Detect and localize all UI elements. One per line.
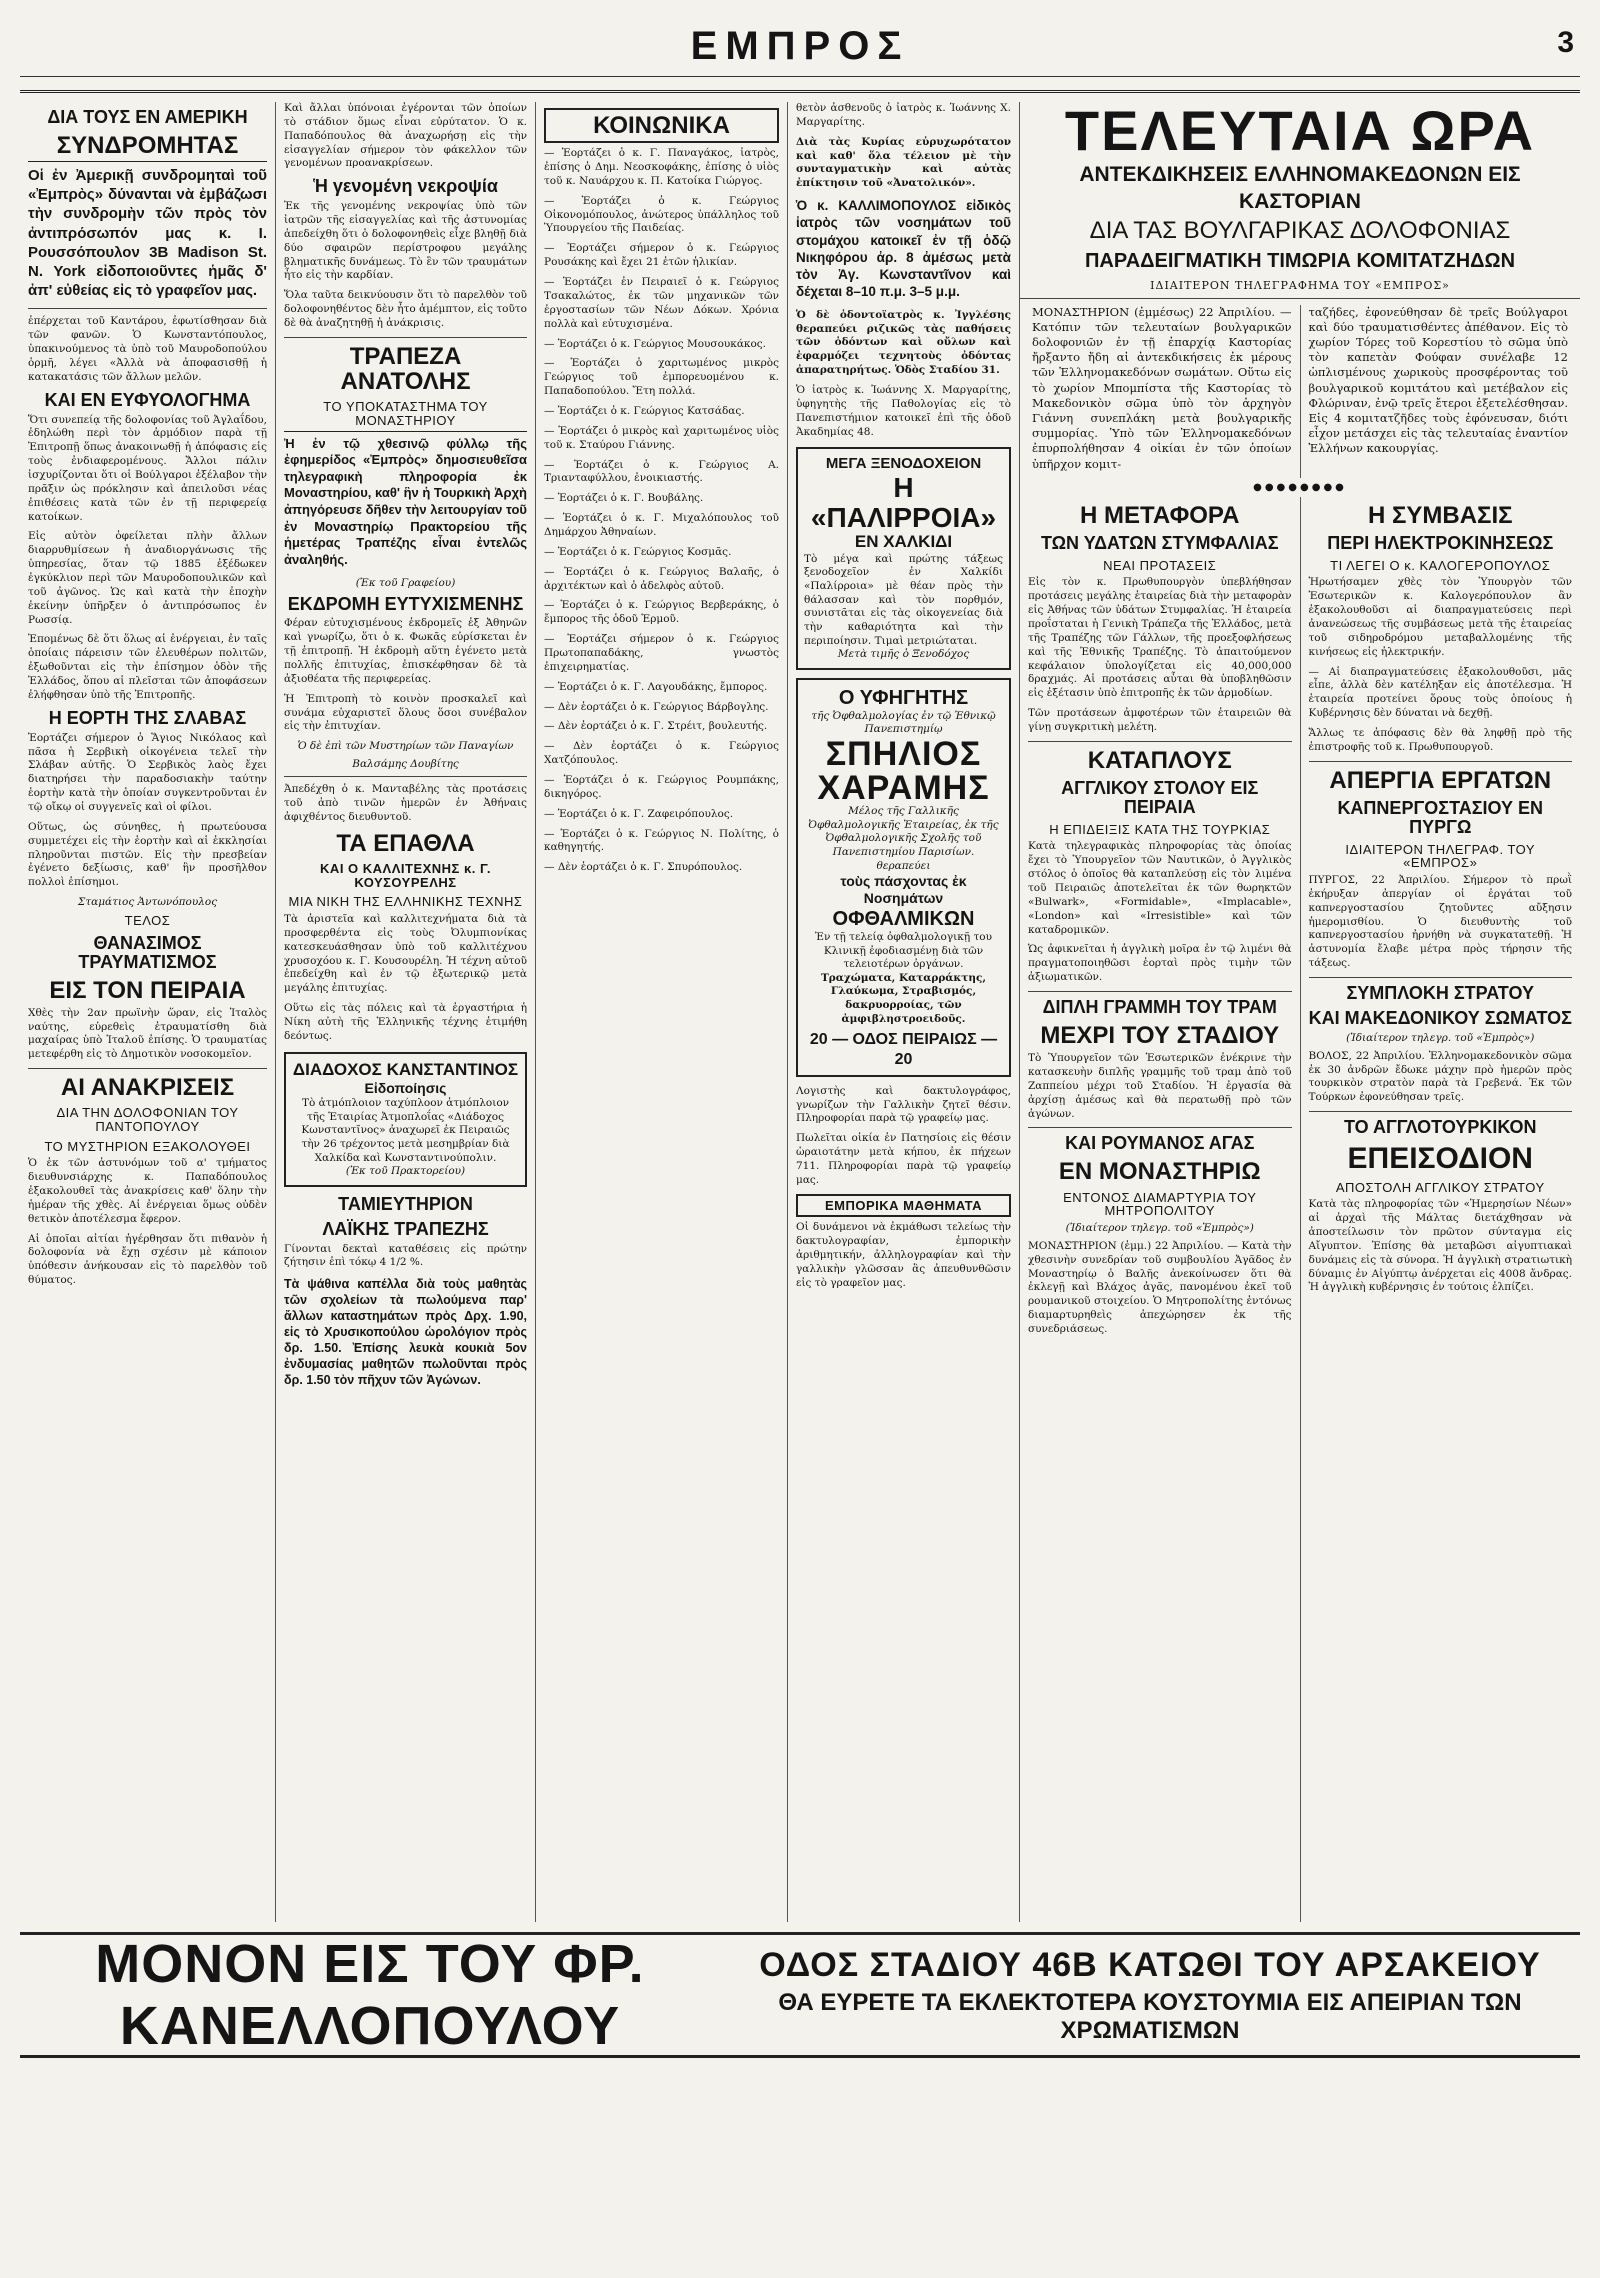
social-item: — Ἑορτάζει ὁ κ. Γ. Βουβάλης. [544, 492, 704, 505]
article-text: ταζήδες, ἐφονεύθησαν δὲ τρεῖς Βούλγαροι καὶ δύο τραυματισθέντες ἀπέθανον. Εἰς τὸ χωρίον Τόρες τοῦ Κορεστίου τὸ σῶμα ὑπὸ τὸν καπετὰν Φούφαν συνέλαβε 12 ὡπλισμένους χωρικοὺς προσφέροντας τοῦ βουλγαρικοῦ κομιτάτου καὶ μετέβαλον εἰς Φλώριναν, ἐνῷ τρεῖς ἔτεροι ἐξετελέσθησαν. Εἰς 4 κομιτατζῆδες τοὺς ἐφόνευσαν, διότι εἶχον μετάσχει εἰς τὰς τελευταίας ἐναντίον Ἑλλήνων κακουργίας. [1308, 304, 1568, 456]
breaking-news-banner [1020, 102, 1580, 292]
bank-subheadline: ΛΑΪΚΗΣ ΤΡΑΠΕΖΗΣ [322, 1218, 489, 1239]
column-1 [20, 102, 276, 1922]
footer-ad-store-name: ΜΟΝΟΝ ΕΙΣ ΤΟΥ ΦΡ. ΚΑΝΕΛΛΟΠΟΥΛΟΥ [95, 1934, 645, 2056]
column-4 [788, 102, 1020, 1922]
article-text: Ἑορτάζει σήμερον ὁ Ἅγιος Νικόλαος καὶ πᾶσα ἡ Σερβικὴ οἰκογένεια τελεῖ τὴν Σλάβαν αὐτῆς. Ὁ Σερβικὸς λαὸς ἔχει διατηρήσει τὴν παραδοσιακὴν ταύτην ἑορτὴν κατὰ τὴν ὁποίαν συγκεντροῦνται ἐν τῷ οἴκῳ οἱ συγγενεῖς καὶ οἱ φίλοι. [28, 731, 267, 813]
article-text: Οὕτως, ὡς σύνηθες, ἡ πρωτεύουσα συμμετέχει εἰς τὴν ἑορτὴν καὶ αἱ ἐκκλησίαι πληροῦνται πιστῶν. Εἰς τὴν πρεσβείαν ἐγένετο δεξίωσις, καθ' ἣν προσῆλθον πολλοὶ ἐπίσημοι. [28, 820, 267, 889]
article-text: ἐπέρχεται τοῦ Καντάρου, ἐφωτίσθησαν διὰ τῶν φανῶν. Ὁ Κωνσταντόπουλος, ὑπακινούμενος τὰ ὑπὸ τοῦ Μαυροδοπούλου ὁρμῆ, λέγει «Ἀλλὰ νὰ ἀποφασισθῇ ἡ κατακατάσις τῶν ἄλλων μελῶν. [28, 315, 267, 383]
social-item: — Ἑορτάζει ἐν Πειραιεῖ ὁ κ. Γεώργιος Τσακαλώτος, ἐκ τῶν μηχανικῶν τῶν ἐργοστασίων τῶν Νέων Δόκων. Χρόνια πολλὰ καὶ εὐτυχισμένα. [544, 276, 779, 330]
article-headline: ΚΑΤΑΠΛΟΥΣ [1087, 746, 1232, 774]
ophthalmologist-ad [796, 678, 1011, 1077]
doctor-notice: Ὁ κ. ΚΑΛΛΙΜΟΠΟΥΛΟΣ εἰδικὸς ἰατρὸς τῶν νοσημάτων τοῦ στομάχου κατοικεῖ ἐν τῇ ὁδῷ Νικηφόρου ἀρ. 8 ἀμέσως μετὰ τὸν Ἁγ. Κωνσταντῖνον καὶ δέχεται 8–10 π.μ. 3–5 μ.μ. [796, 198, 1011, 300]
article-subheadline: ΕΝ ΜΟΝΑΣΤΗΡΙΩ [1058, 1158, 1261, 1186]
article-text: Κατὰ τὰς πληροφορίας τῶν «Ἡμερησίων Νέων» αἱ ἀρχαὶ τῆς Μάλτας διετάχθησαν νὰ ἀποστείλωσιν τὸν πρῶτον σύνταγμα εἰς Αἴγυπτον. Ἐπίσης θὰ μεταβῶσι αἰγυπτιακαὶ δυνάμεις εἰς τὰ σύνορα. Ἡ ἀγγλικὴ στρατιωτικὴ δύναμις ἐν Αἰγύπτῳ ἀνέρχεται εἰς 4008 ἄνδρας. Ἡ ἀγγλικὴ κυβέρνησις ἐν τούτοις ἐλπίζει. [1308, 1198, 1572, 1294]
ad-text: θεραπεύει [876, 859, 931, 872]
ad-subtitle: τῆς Ὀφθαλμολογίας ἐν τῷ Ἐθνικῷ Πανεπιστημίῳ [811, 709, 996, 736]
telegram-note: ΙΔΙΑΙΤΕΡΟΝ ΤΗΛΕΓΡΑΦΗΜΑ ΤΟΥ «ΕΜΠΡΟΣ» [1150, 278, 1450, 292]
article-headline: ΘΑΝΑΣΙΜΟΣ ΤΡΑΥΜΑΤΙΣΜΟΣ [78, 932, 217, 972]
divider [1309, 977, 1573, 978]
divider [28, 308, 267, 309]
article-subheadline: Ἡ γενομένη νεκροψία [313, 176, 498, 197]
bank-notice: Ἠ ἐν τῷ χθεσινῷ φύλλῳ τῆς ἐφημερίδος «Ἐμπρὸς» δημοσιευθεῖσα τηλεγραφικὴ πληροφορία ἐκ Μοναστηρίου, καθ' ἣν ἡ Τουρκικὴ Ἀρχὴ ἀπηγόρευσε δῆθεν τὴν λειτουργίαν τοῦ ἐν Μοναστηρίῳ Πρακτορείου τῆς ἡμετέρας Τραπέζης εἶναι ἐντελῶς ἀναληθής. [284, 435, 527, 567]
article-headline: ΤΡΑΠΕΖΑ ΑΝΑΤΟΛΗΣ [340, 342, 471, 396]
subcolumn-right [1301, 497, 1581, 1922]
divider [1028, 1127, 1292, 1128]
article-text: ΜΟΝΑΣΤΗΡΙΟΝ (ἐμμέσως) 22 Ἀπριλίου. — Κατόπιν τῶν τελευταίων βουλγαρικῶν δολοφονιῶν ἐν τῇ ἐπαρχίᾳ Καστορίας ἤρξαντο ἤδη αἱ ἀντεκδικήσεις ἐκ μέρους τῶν Ἑλληνομακεδόνων σωμάτων. Οὕτω εἰς τὸ χωρίον Μπομπίστα τῆς Καστορίας τὸ Μακεδονικὸν σῶμα ὑπὸ τὸν ἀρχηγὸν Γιάννη συνεπλάκη μετὰ βουλγαρικῆς συμμορίας. Ὑπὸ τῶν Ἑλληνομακεδόνων ἐπυρπολήθησαν 4 οἰκίαι ἐν τῶν ὁποίων ὑπῆρχον κομιτ- [1032, 304, 1292, 471]
article-subheadline: ΑΓΓΛΙΚΟΥ ΣΤΟΛΟΥ ΕΙΣ ΠΕΙΡΑΙΑ [1061, 778, 1259, 817]
subscribers-kicker: ΔΙΑ ΤΟΥΣ ΕΝ ΑΜΕΡΙΚΗ [47, 107, 248, 127]
ad-subtitle: ΕΝ ΧΑΛΚΙΔΙ [854, 532, 953, 552]
social-item: — Ἑορτάζει ὁ κ. Γεώργιος Α. Τριανταφύλλου, ἐνοικιαστής. [544, 458, 779, 485]
notice-source: (Ἐκ τοῦ Γραφείου) [355, 576, 456, 589]
ad-subtitle: Εἰδοποίησις [364, 1080, 447, 1097]
divider [28, 1068, 267, 1069]
social-item: — Δὲν ἑορτάζει ὁ κ. Γεώργιος Βάρβογλης. [544, 700, 769, 713]
social-item: — Ἑορτάζει ὁ κ. Γ. Παναγάκος, ἰατρὸς, ἐπίσης ὁ Δημ. Νεοσκοφάκης, ἐπίσης ὁ υἱὸς τοῦ κ. Ναυάρχου κ. Π. Κατοίκα Γιώργος. [544, 147, 779, 187]
footer-advertisement [20, 1932, 1580, 2058]
social-items [544, 147, 779, 875]
ad-address: 20 — ΟΔΟΣ ΠΕΙΡΑΙΩΣ — 20 [809, 1031, 998, 1068]
social-item: — Ἑορτάζει ὁ χαριτωμένος μικρὸς Γεώργιος τοῦ ἐμπορευομένου κ. Παπαδοπούλου. Ἔτη πολλά. [544, 357, 779, 398]
ornament-divider: ●●●●●●●● [1253, 481, 1347, 493]
masthead-rule [20, 76, 1580, 77]
hats-ad: Τὰ ψάθινα καπέλλα διὰ τοὺς μαθητὰς τῶν σχολείων τὰ πωλούμενα παρ' ἄλλων καταστημάτων πρὸς Δρχ. 1.90, εἰς τὸ Χρυσικοπούλου ὡρολόγιον πρὸς δρ. 1.50. Ἐπίσης λευκὰ κουκιὰ 5ον ἐνδυμασίας μαθητῶν πωλοῦνται πρὸς δρ. 1.50 τὸν πῆχυν τῶν Ἀγώνων. [284, 1277, 527, 1388]
social-item: — Ἑορτάζει ὁ μικρὸς καὶ χαριτωμένος υἱὸς τοῦ κ. Σταύρου Γιάννης. [544, 424, 779, 451]
ad-title: ΔΙΑΔΟΧΟΣ ΚΑΝΣΤΑΝΤΙΝΟΣ [292, 1059, 519, 1079]
classified-text: Λογιστὴς καὶ δακτυλογράφος, γνωρίζων τὴν Γαλλικὴν ζητεῖ θέσιν. Πληροφορίαι παρὰ τῷ γραφείῳ μας. [796, 1084, 1011, 1125]
dentist-notice: Ὁ δὲ ὀδοντοϊατρὸς κ. Ἰγγλέσης θεραπεύει ριζικῶς τὰς παθήσεις τῶν ὀδόντων καὶ οὔλων καὶ ἐφαρμόζει τεχνητοὺς ὀδόντας ἀπαρατηρήτως. Ὁδὸς Σταδίου 31. [796, 308, 1011, 377]
article-subheadline: ΤΩΝ ΥΔΑΤΩΝ ΣΤΥΜΦΑΛΙΑΣ [1040, 532, 1279, 553]
social-item: — Ἑορτάζει σήμερον ὁ κ. Γεώργιος Πρωτοπαπαδάκης, γνωστὸς ἐπιχειρηματίας. [544, 633, 779, 673]
article-headline: ΑΙ ΑΝΑΚΡΙΣΕΙΣ [60, 1074, 235, 1102]
article-text: Ὅτι συνεπείᾳ τῆς δολοφονίας τοῦ Ἀγλαΐδου, ἐδηλώθη περὶ τὸν ἀρμόδιον παρὰ τῇ Ἐπιτροπῇ ὅπως ἀνακοινωθῇ ἡ ἀπόφασις εἰς τοὺς ἐνδιαφερομένους. Ἄλλοι πάλιν ἰσχυρίζονται ὅτι οἱ Βούλγαροι ἐξέλαβον τὴν πρᾶξιν ὡς πρόκλησιν καὶ ἀπειλοῦσι νέας ἐπιθέσεις κατὰ τῶν ἐν τῇ περιφερείᾳ κατοίκων. [28, 413, 267, 523]
ad-title: Ο ΥΦΗΓΗΤΗΣ [838, 686, 969, 709]
social-item: — Δὲν ἑορτάζει ὁ κ. Γ. Σπυρόπουλος. [544, 861, 743, 874]
breaking-article [1020, 305, 1580, 478]
social-item: — Δὲν ἑορτάζει ὁ κ. Γ. Στρέιτ, βουλευτής. [544, 720, 768, 733]
article-text: ΠΥΡΓΟΣ, 22 Ἀπριλίου. Σήμερον τὸ πρωῒ ἐκήρυξαν ἀπεργίαν οἱ ἐργάται τοῦ καπνεργοστασίου ζητοῦντες αὔξησιν ἡμερομισθίου. Ὁ διευθυντὴς τοῦ καπνεργοστασίου ἠρνήθη νὰ συγκατατεθῇ. Ἡ ἀστυνομία ἔλαβε μέτρα πρὸς τήρησιν τῆς τάξεως. [1308, 873, 1572, 970]
article-subheadline: ΕΝΤΟΝΟΣ ΔΙΑΜΑΡΤΥΡΙΑ ΤΟΥ ΜΗΤΡΟΠΟΛΙΤΟΥ [1063, 1189, 1257, 1219]
article-byline: Σταμάτιος Ἀντωνόπουλος [77, 896, 218, 909]
telegram-note: (Ἰδιαίτερον τηλεγρ. τοῦ «Ἐμπρὸς») [1065, 1221, 1254, 1234]
ad-text: τοὺς πάσχοντας ἐκ Νοσημάτων [840, 873, 967, 907]
lessons-headline: ΕΜΠΟΡΙΚΑ ΜΑΘΗΜΑΤΑ [796, 1194, 1011, 1218]
social-item: — Ἑορτάζει ὁ κ. Γ. Λαγουδάκης, ἔμπορος. [544, 680, 768, 693]
article-text: Γίνονται δεκταὶ καταθέσεις εἰς πρώτην ζήτησιν ἐπὶ τόκῳ 4 1/2 %. [284, 1242, 527, 1269]
divider [1309, 761, 1573, 762]
article-subheadline: Η ΕΠΙΔΕΙΞΙΣ ΚΑΤΑ ΤΗΣ ΤΟΥΡΚΙΑΣ [1049, 821, 1271, 837]
article-text: Τὰ ἀριστεῖα καὶ καλλιτεχνήματα διὰ τὰ προσφερθέντα εἰς τοὺς Ὀλυμπιονίκας κατεσκευάσθησαν ὑπὸ τοῦ καλλιτέχνου χρυσοχόου κ. Γ. Κουσουρέλη. Ἡ τέχνη αὐτοῦ ἐπεδείχθη καὶ ἐν τῷ ἐξωτερικῷ μετὰ μεγάλης ἐπιτυχίας. [284, 913, 527, 995]
article-text: Ἄλλως τε ἀπόφασις δὲν θὰ ληφθῇ πρὸ τῆς ἐπιστροφῆς τοῦ κ. Πρωθυπουργοῦ. [1308, 726, 1572, 753]
breaking-subheadline: ΔΙΑ ΤΑΣ ΒΟΥΛΓΑΡΙΚΑΣ ΔΟΛΟΦΟΝΙΑΣ [1089, 217, 1511, 245]
ladies-notice: Διὰ τὰς Κυρίας εὐρυχωρότατον καὶ καθ' ὅλα τέλειον μὲ τὴν συνταγματικὴν καὶ αὐτὰς ἐπίκτησιν τοῦ «Ἀνατολικόν». [796, 135, 1011, 190]
ad-text: Ἐν τῇ τελείᾳ ὀφθαλμολογικῇ του Κλινικῇ ἐφοδιασμένῃ διὰ τῶν τελειοτέρων ὀργάνων. [815, 930, 992, 971]
ad-text: Μέλος τῆς Γαλλικῆς Ὀφθαλμολογικῆς Ἑταιρείας, ἐκ τῆς Ὀφθαλμολογικῆς Σχολῆς τοῦ Πανεπιστημίου Παρισίων. [808, 805, 999, 858]
article-subheadline: ΜΕΧΡΙ ΤΟΥ ΣΤΑΔΙΟΥ [1040, 1021, 1280, 1049]
divider [1028, 991, 1292, 992]
article-text: Χθὲς τὴν 2αν πρωϊνὴν ὥραν, εἰς Ἰταλὸς ναύτης, εὑρεθεὶς ἐτραυματίσθη διὰ μαχαίρας ὑπὸ Ἰταλοῦ ἐπίσης. Ὁ τραυματίας μετεφέρθη εἰς τὸ Δημοτικὸν νοσοκομεῖον. [28, 1006, 267, 1061]
social-item: — Δὲν ἑορτάζει ὁ κ. Γεώργιος Χατζόπουλος. [544, 740, 779, 767]
steamship-ad [284, 1052, 527, 1187]
article-headline: Η ΣΥΜΒΑΣΙΣ [1367, 501, 1513, 529]
classified-text: Οἱ δυνάμενοι νὰ ἐκμάθωσι τελείως τὴν δακτυλογραφίαν, ἐμπορικὴν ἀριθμητικήν, ἀλληλογραφίαν καὶ τὴν γαλλικὴν γλῶσσαν ἂς ἀπευθυνθῶσιν εἰς τὸ γραφεῖον μας. [796, 1221, 1011, 1289]
newspaper-title: ΕΜΠΡΟΣ [690, 24, 910, 68]
article-text: Καὶ ἄλλαι ὑπόνοιαι ἐγέρονται τῶν ὁποίων τὸ στάδιον ὅμως εἶναι εὐρύτατον. Ὁ κ. Παπαδόπουλος θὰ ἀναχωρήσῃ εἰς τὴν εἰσαγγελίαν σήμερον τὸν φάκελλον τῶν γενομένων προανακρίσεων. [284, 102, 527, 170]
article-subheadline: ΙΔΙΑΙΤΕΡΟΝ ΤΗΛΕΓΡΑΦ. ΤΟΥ «ΕΜΠΡΟΣ» [1345, 841, 1536, 871]
social-item: — Ἑορτάζει ὁ κ. Γεώργιος Ρουμπάκης, δικηγόρος. [544, 773, 779, 800]
hotel-ad [796, 447, 1011, 669]
article-headline: ΔΙΠΛΗ ΓΡΑΜΜΗ ΤΟΥ ΤΡΑΜ [1042, 997, 1277, 1018]
ad-signature: Μετὰ τιμῆς ὁ Ξενοδόχος [837, 648, 970, 661]
article-text: — Αἱ διαπραγματεύσεις ἐξακολουθοῦσι, μᾶς εἶπε, ἀλλὰ δὲν κατέληξαν εἰς ἀποτέλεσμα. Ἡ ἑταιρεία προτείνει ὅρους τοὺς ὁποίους ἡ Κυβέρνησις δὲν δύναται νὰ δεχθῇ. [1308, 665, 1572, 720]
article-subheadline: ΤΙ ΛΕΓΕΙ Ο κ. ΚΑΛΟΓΕΡΟΠΟΥΛΟΣ [1330, 557, 1551, 573]
subcolumn-left [1020, 497, 1301, 1922]
breaking-news-title: ΤΕΛΕΥΤΑΙΑ ΩΡΑ [1064, 102, 1536, 162]
article-text: Ἡ Ἐπιτροπὴ τὸ κοινὸν προσκαλεῖ καὶ συνάμα εὐχαριστεῖ ὅλους ὅσοι συνέβαλον εἰς τὴν ἐπιτυχίαν. [284, 692, 527, 733]
column-2 [276, 102, 536, 1922]
signature-line: Ὁ δὲ ἐπὶ τῶν Μυστηρίων τῶν Παναγίων [297, 740, 514, 753]
article-text: Φέραν εὐτυχισμένους ἐκδρομεῖς ἐξ Ἀθηνῶν καὶ γνωρίζω, ὅτι ὁ κ. Φωκᾶς εὐρίσκεται ἐν τῇ ἐπιτροπῇ. Ἡ ἐκδρομὴ αὕτη ἐγένετο μετὰ πολλῆς ἐπιτυχίας, ἐπισκέφθησαν δὲ τὰ ἀξιοθέατα τῆς περιφερείας. [284, 617, 527, 685]
article-subheadline: ΚΑΠΝΕΡΓΟΣΤΑΣΙΟΥ ΕΝ ΠΥΡΓΩ [1337, 797, 1544, 837]
article-headline: Η ΜΕΤΑΦΟΡΑ [1080, 501, 1240, 529]
classified-text: Πωλεῖται οἰκία ἐν Πατησίοις εἰς θέσιν ὡραιοτάτην μετὰ κήπου, ἐκ πήχεων 711. Πληροφορίαι παρὰ τῷ γραφείῳ μας. [796, 1132, 1011, 1186]
article-text: Ὁ ἰατρὸς κ. Ἰωάννης Χ. Μαργαρίτης, ὑφηγητὴς τῆς Παθολογίας εἰς τὸ Πανεπιστήμιον κατοικεῖ ἐπὶ τῆς ὁδοῦ Ἀκαδημίας 48. [796, 384, 1011, 438]
bank-headline: ΤΑΜΙΕΥΤΗΡΙΟΝ [338, 1193, 473, 1214]
article-end: ΤΕΛΟΣ [124, 913, 171, 929]
article-text: θετὸν ἀσθενοῦς ὁ ἰατρὸς κ. Ἰωάννης Χ. Μαργαρίτης. [796, 102, 1011, 128]
article-text: Ὅλα ταῦτα δεικνύουσιν ὅτι τὸ παρελθὸν τοῦ δολοφονηθέντος δὲν ἦτο ἀμέμπτον, εἰς τοῦτο δὲ θὰ ἀναζητηθῇ ἡ ἀνάκρισις. [284, 289, 527, 330]
article-subheadline: ΤΟ ΜΥΣΤΗΡΙΟΝ ΕΞΑΚΟΛΟΥΘΕΙ [44, 1138, 251, 1154]
breaking-subheadline: ΠΑΡΑΔΕΙΓΜΑΤΙΚΗ ΤΙΜΩΡΙΑ ΚΟΜΙΤΑΤΖΗΔΩΝ [1084, 249, 1516, 272]
social-item: — Ἑορτάζει σήμερον ὁ κ. Γεώργιος Ρουσάκης καὶ ἔχει 21 ἐτῶν ἡλικίαν. [544, 242, 779, 269]
ad-specialty: ΟΦΘΑΛΜΙΚΩΝ [832, 907, 975, 930]
divider [284, 337, 527, 338]
social-item: — Ἑορτάζει ὁ κ. Γ. Μιχαλόπουλος τοῦ Δημάρχου Ἀθηναίων. [544, 512, 779, 538]
article-text: ΜΟΝΑΣΤΗΡΙΟΝ (ἐμμ.) 22 Ἀπριλίου. — Κατὰ τὴν χθεσινὴν συνεδρίαν τοῦ συμβουλίου Ἀγᾶδος ἐν Μοναστηρίῳ ὁ Βαλῆς ἀνεκοίνωσεν ὅτι θὰ ἐκλεγῇ καὶ Βλάχος ἀγᾶς, πανομένου ἐκεῖ τοῦ ρουμανικοῦ στοιχείου. Ὁ Μητροπολίτης ἐντόνως διαμαρτυρηθεὶς ἀπεχώρησεν ἐκ τῆς συνεδριάσεως. [1028, 1239, 1292, 1335]
article-text: Αἱ ὁποῖαι αἰτίαι ἠγέρθησαν ὅτι πιθανὸν ἡ δολοφονία νὰ ἔχῃ σχέσιν μὲ κάποιον ὑπόθεσιν ἀνήκουσαν εἰς τὸ παρελθὸν τοῦ θύματος. [28, 1232, 267, 1287]
signature-name: Βαλσάμης Δουβίτης [352, 758, 459, 771]
article-headline: ΕΚΔΡΟΜΗ ΕΥΤΥΧΙΣΜΕΝΗΣ [287, 593, 524, 614]
article-subheadline: ΕΙΣ ΤΟΝ ΠΕΙΡΑΙΑ [49, 976, 246, 1004]
article-subheadline: ΜΙΑ ΝΙΚΗ ΤΗΣ ΕΛΛΗΝΙΚΗΣ ΤΕΧΝΗΣ [288, 894, 523, 910]
subscribers-headline: ΣΥΝΔΡΟΜΗΤΑΣ [28, 133, 267, 162]
article-subheadline: ΤΟ ΥΠΟΚΑΤΑΣΤΗΜΑ ΤΟΥ ΜΟΝΑΣΤΗΡΙΟΥ [284, 400, 527, 431]
social-item: — Ἑορτάζει ὁ κ. Γεώργιος Κατσάδας. [544, 404, 745, 417]
social-item: — Ἑορτάζει ὁ κ. Γ. Ζαφειρόπουλος. [544, 807, 734, 820]
telegram-note: (Ἰδιαίτερον τηλεγρ. τοῦ «Ἐμπρὸς») [1346, 1031, 1535, 1044]
social-item: — Ἑορτάζει ὁ κ. Γεώργιος Βερβεράκης, ὁ ἔμπορος τῆς ὁδοῦ Ἑρμοῦ. [544, 599, 779, 626]
footer-ad-slogan: ΘΑ ΕΥΡΕΤΕ ΤΑ ΕΚΛΕΚΤΟΤΕΡΑ ΚΟΥΣΤΟΥΜΙΑ ΕΙΣ ΑΠΕΙΡΙΑΝ ΤΩΝ ΧΡΩΜΑΤΙΣΜΩΝ [778, 1988, 1522, 2044]
article-subheadline: ΚΑΙ Ο ΚΑΛΛΙΤΕΧΝΗΣ κ. Γ. ΚΟΥΣΟΥΡΕΛΗΣ [320, 861, 491, 890]
ad-kicker: ΜΕΓΑ ΞΕΝΟΔΟΧΕΙΟΝ [825, 455, 982, 473]
social-item: — Ἑορτάζει ὁ κ. Γεώργιος Οἰκονομόπουλος, ἀνώτερος ὑπάλληλος τοῦ Ὑπουργείου τῆς Παιδείας. [544, 194, 779, 235]
article-text: Εἰς αὐτὸν ὀφείλεται πλὴν ἄλλων διαρρυθμίσεων ἡ ἀναδιοργάνωσις τῆς ὑπηρεσίας, ὅταν τῷ 1885 ἐξέδωκεν ἐγκύκλιον περὶ τῶν Μαυροδοπουλικῶν καὶ τοῦ ἀγῶνος. Ὡς καὶ κατὰ τὴν ἐποχὴν ἐκείνην ὑπῆρξεν ὁ ἀντιπρόσωπος ἐν Ρωσσίᾳ. [28, 530, 267, 626]
footer-ad-address: ΟΔΟΣ ΣΤΑΔΙΟΥ 46Β ΚΑΤΩΘΙ ΤΟΥ ΑΡΣΑΚΕΙΟΥ [759, 1945, 1541, 1984]
article-subheadline: ΕΠΕΙΣΟΔΙΟΝ [1347, 1142, 1533, 1176]
page-number: 3 [1557, 26, 1574, 59]
masthead [20, 20, 1580, 93]
social-item: — Ἑορτάζει ὁ κ. Γεώργιος Βαλαῆς, ὁ ἀρχιτέκτων καὶ ὁ ἀδελφὸς αὐτοῦ. [544, 565, 779, 592]
social-item: — Ἑορτάζει ὁ κ. Γεώργιος Κοσμᾶς. [544, 545, 732, 558]
article-headline: ΤΟ ΑΓΓΛΟΤΟΥΡΚΙΚΟΝ [1343, 1117, 1537, 1138]
article-text: Ἐκ τῆς γενομένης νεκροψίας ὑπὸ τῶν ἰατρῶν τῆς εἰσαγγελίας καὶ τῆς ἀστυνομίας ἀπεδείχθη ὅτι ὁ δολοφονηθεὶς εἶχε βληθῇ διὰ δύο σφαιρῶν περίστροφου μεγάλης βληματικῆς δυνάμεως. Τὸ ἓν τῶν τραυμάτων ἦτο εἰς τὴν καρδίαν. [284, 200, 527, 282]
article-text: Κατὰ τηλεγραφικὰς πληροφορίας τὰς ὁποίας ἔχει τὸ Ὑπουργεῖον τῶν Ναυτικῶν, ὁ Ἀγγλικὸς στόλος ὁ ὁποῖος θὰ καταπλεύσῃ εἰς τὸν λιμένα τοῦ Πειραιῶς ἀποτελεῖται ἐκ τῶν θωρηκτῶν «Bulwark», «Formidable», «Implacable», «London» καὶ «Irresistible» καὶ τῶν καταδρομικῶν. [1028, 840, 1292, 936]
ad-title: Η «ΠΑΛΙΡΡΟΙΑ» [810, 472, 997, 533]
article-text: ΒΟΛΟΣ, 22 Ἀπριλίου. Ἑλληνομακεδονικὸν σῶμα ἐκ 30 ἀνδρῶν ἔδωκε μάχην πρὸ ἡμερῶν πρὸς τουρκικὸν στρατὸν παρὰ τὰ Γρεβενά. Ἐκ τῶν Τούρκων ἐφονεύθησαν τρεῖς. [1308, 1049, 1572, 1104]
article-headline: ΚΑΙ ΡΟΥΜΑΝΟΣ ΑΓΑΣ [1065, 1133, 1255, 1154]
ad-source: (Ἐκ τοῦ Πρακτορείου) [345, 1165, 466, 1178]
article-headline: ΚΑΙ ΕΝ ΕΥΦΥΟΛΟΓΗΜΑ [44, 389, 251, 410]
ad-text: Τὸ μέγα καὶ πρώτης τάξεως ξενοδοχεῖον ἐν Χαλκίδι «Παλίρροια» μὲ θέαν πρὸς τὴν θάλασσαν καὶ τὸν πορθμόν, συνιστᾶται εἰς τὰς οἰκογενείας διὰ τὴν καθαριότητα καὶ τὴν περιποίησιν. Τιμαὶ μετριώταται. [804, 552, 1003, 647]
article-text: Οὕτω εἰς τὰς πόλεις καὶ τὰ ἐργαστήρια ἡ Νίκη αὐτὴ τῆς Ἑλληνικῆς τέχνης ἐτιμήθη δεόντως. [284, 1002, 527, 1042]
article-text: Ἐπομένως δὲ ὅτι ὅλως αἱ ἐνέργειαι, ἐν ταῖς ὁποίαις πάρεισιν τῶν ἐλευθέρων πολιτῶν, ἐξωθοῦνται εἰς τὴν ἐπίσημον ὁδὸν τῆς Ἐλλάδος, ὅπου αἱ πλεῖσται τῶν ἀποφάσεων ἐλήφθησαν ὑπὸ τῆς Ἐπιτροπῆς. [28, 633, 267, 701]
article-text: Ἀπεδέχθη ὁ κ. Μανταβέλης τὰς προτάσεις τοῦ ἀπὸ τινῶν ἡμερῶν ἐν Ἀθήναις ἀφιχθέντος διευθυντοῦ. [284, 783, 527, 824]
social-headline: ΚΟΙΝΩΝΙΚΑ [544, 108, 779, 143]
article-text: Τὸ Ὑπουργεῖον τῶν Ἐσωτερικῶν ἐνέκρινε τὴν κατασκευὴν διπλῆς γραμμῆς τοῦ τραμ ἀπὸ τοῦ Ζαππείου μέχρι τοῦ Σταδίου. Ἡ ἐργασία θὰ ἀρχίσῃ ἀμέσως καὶ θὰ περατωθῇ πρὸ τῶν ἀγώνων. [1028, 1052, 1292, 1120]
doctor-first-name: ΣΠΗΛΙΟΣ [825, 735, 982, 774]
article-subheadline: ΑΠΟΣΤΟΛΗ ΑΓΓΛΙΚΟΥ ΣΤΡΑΤΟΥ [1335, 1179, 1545, 1195]
column-3 [536, 102, 788, 1922]
article-subheadline: ΔΙΑ ΤΗΝ ΔΟΛΟΦΟΝΙΑΝ ΤΟΥ ΠΑΝΤΟΠΟΥΛΟΥ [56, 1105, 239, 1134]
divider [1020, 298, 1580, 299]
article-text: Εἰς τὸν κ. Πρωθυπουργὸν ὑπεβλήθησαν προτάσεις μεγάλης ἑταιρείας διὰ τὴν μεταφορὰν εἰς Ἀθήνας τῶν ὑδάτων Στυμφαλίας. Ἡ ἑταιρεία προΐσταται ἡ Γενικὴ Τράπεζα τῆς Ἑλλάδος, μετὰ τῆς Τραπέζης τῶν Γάλλων, τῆς προεξοφλήσεως καὶ τῆς Ἐθνικῆς Τραπέζης. Τὸ ἀπαιτούμενον κεφάλαιον ὑπολογίζεται εἰς 40,000,000 δραχμάς. Αἱ προτάσεις αὗται θὰ ὑποβληθῶσιν εἰς ἐξέτασιν ὑπὸ ἐπιτροπῆς ἐκ τῶν ἁρμοδίων. [1028, 576, 1292, 700]
article-subheadline: ΝΕΑΙ ΠΡΟΤΑΣΕΙΣ [1103, 557, 1217, 573]
article-headline: ΑΠΕΡΓΙΑ ΕΡΓΑΤΩΝ [1329, 766, 1552, 794]
social-item: — Ἑορτάζει ὁ κ. Γεώργιος Ν. Πολίτης, ὁ καθηγητής. [544, 827, 779, 854]
column-5 [1020, 102, 1580, 1922]
article-text: Ὁ ἐκ τῶν ἀστυνόμων τοῦ α' τμήματος διευθυνσιάρχης κ. Παπαδόπουλος ἐξακολουθεῖ τὰς ἀνακρίσεις καθ' ὅλην τὴν ἡμέραν τῆς χθὲς. Αἱ ἐνέργειαι ὅμως οὐδὲν θετικὸν ἀποτέλεσμα ἔφερον. [28, 1157, 267, 1225]
newspaper-page [20, 20, 1580, 2238]
doctor-last-name: ΧΑΡΑΜΗΣ [817, 769, 990, 808]
article-text: Ἠρωτήσαμεν χθὲς τὸν Ὑπουργὸν τῶν Ἐσωτερικῶν κ. Καλογερόπουλον ἂν ἐξακολουθοῦσι αἱ διαπραγματεύσεις περὶ ἀνανεώσεως τῆς συμβάσεως μετὰ τῆς ἑταιρείας τοῦ σιδηροδρόμου μεταβαλλομένης τῆς κινήσεως εἰς ἠλεκτρικήν. [1308, 576, 1572, 658]
article-text: Ὡς ἀφικνεῖται ἡ ἀγγλικὴ μοῖρα ἐν τῷ λιμένι θὰ πραγματοποιηθῶσι ἑορταὶ πρὸς τιμὴν τῶν ἀξιωματικῶν. [1028, 943, 1292, 984]
divider [1028, 741, 1292, 742]
divider [284, 776, 527, 777]
divider [1309, 1111, 1573, 1112]
article-headline: ΤΑ ΕΠΑΘΛΑ [336, 829, 475, 857]
article-headline: ΣΥΜΠΛΟΚΗ ΣΤΡΑΤΟΥ [1346, 982, 1534, 1003]
article-text: Τῶν προτάσεων ἀμφοτέρων τῶν ἑταιρειῶν θὰ γίνῃ συγκριτικὴ μελέτη. [1028, 707, 1292, 733]
article-subheadline: ΚΑΙ ΜΑΚΕΔΟΝΙΚΟΥ ΣΩΜΑΤΟΣ [1308, 1007, 1572, 1028]
article-subheadline: ΠΕΡΙ ΗΛΕΚΤΡΟΚΙΝΗΣΕΩΣ [1327, 532, 1554, 553]
subcolumns [1020, 497, 1580, 1922]
ad-text: Τὸ ἀτμόπλοιον ταχύπλοον ἀτμόπλοιον τῆς Ἑταιρίας Ἀτμοπλοΐας «Διάδοχος Κωνσταντῖνος» ἀναχωρεῖ ἐκ Πειραιῶς τὴν 26 τρέχοντος μετὰ μεσημβρίαν διὰ Χαλκίδα καὶ Κωνσταντινούπολιν. [301, 1096, 510, 1164]
ad-text: Τραχώματα, Καταρράκτης, Γλαύκωμα, Στραβισμός, δακρυορροίας, τῶν ἀμφιβληστροειδοῦς. [820, 971, 987, 1025]
breaking-headline: ΑΝΤΕΚΔΙΚΗΣΕΙΣ ΕΛΛΗΝΟΜΑΚΕΔΟΝΩΝ ΕΙΣ ΚΑΣΤΟΡΙΑΝ [1079, 162, 1521, 214]
social-item: — Ἑορτάζει ὁ κ. Γεώργιος Μουσουκάκος. [544, 337, 767, 350]
subscribers-notice: Οἱ ἐν Ἀμερικῇ συνδρομηταὶ τοῦ «Ἐμπρὸς» δύνανται νὰ ἐμβάζωσι τὴν συνδρομὴν τῶν πρὸς τὸν ἀντιπρόσωπόν μας κ. Ι. Ρουσσόπουλον 3Β Madison St. N. York εἰδοποιοῦντες ἡμᾶς δ' ἀπ' εὐθείας εἰς τὸ γραφεῖον μας. [28, 167, 267, 300]
article-headline: Η ΕΟΡΤΗ ΤΗΣ ΣΛΑΒΑΣ [48, 707, 247, 728]
footer-ad-details [720, 1946, 1580, 2045]
